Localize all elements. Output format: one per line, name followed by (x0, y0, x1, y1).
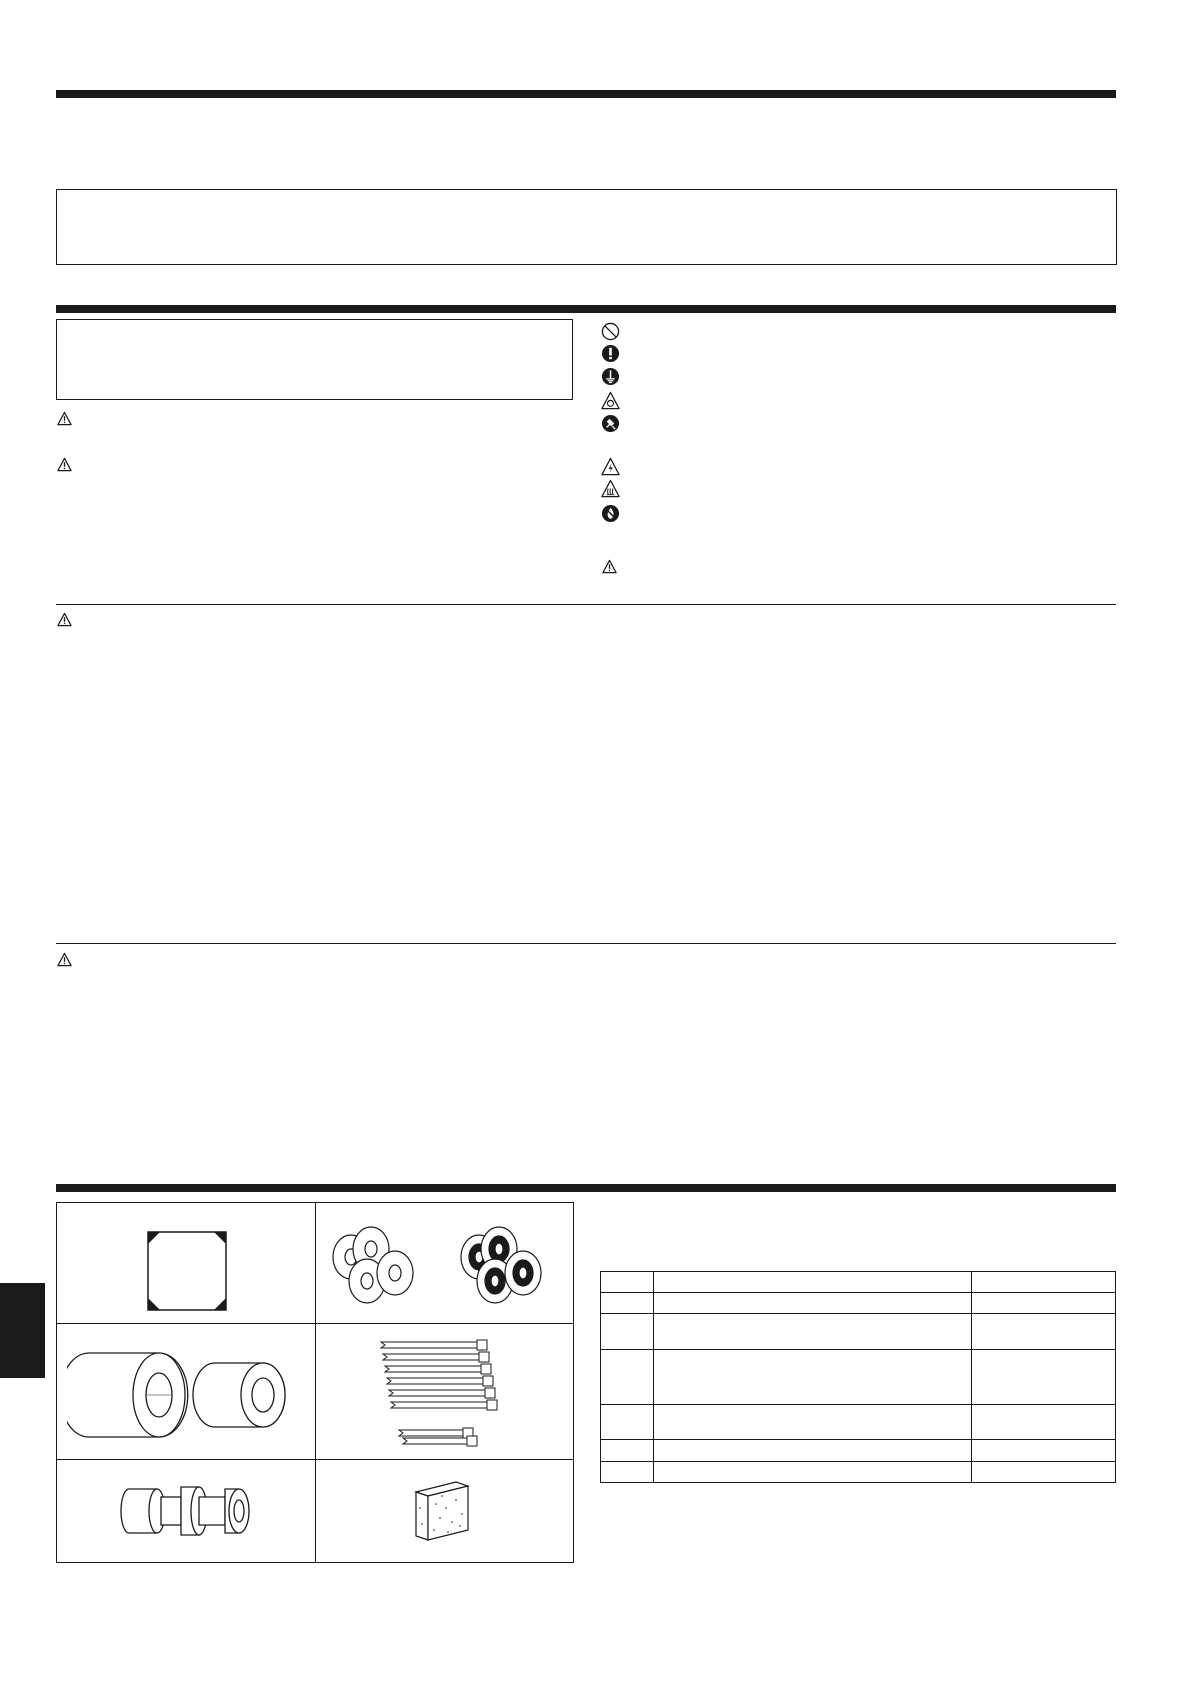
grid-divider (315, 1203, 316, 1562)
table-row (601, 1440, 1116, 1462)
warning-triangle-icon (57, 411, 72, 426)
table-row (601, 1314, 1116, 1350)
language-tab (0, 1283, 45, 1378)
ground-icon (601, 367, 620, 386)
fire-warning-icon (601, 504, 620, 523)
filter-pad-illustration (412, 1478, 472, 1544)
grid-divider (57, 1459, 573, 1460)
table-cell (601, 1440, 654, 1462)
instruction-icon (601, 344, 620, 363)
washers-illustration (329, 1219, 564, 1315)
notice-box (56, 189, 1117, 265)
parts-list-table (600, 1271, 1116, 1483)
insulation-pipes-illustration (67, 1341, 307, 1445)
table-cell (653, 1440, 971, 1462)
table-cell (972, 1462, 1116, 1483)
table-cell (653, 1272, 971, 1293)
pipe-connector-illustration (117, 1475, 257, 1547)
table-row (601, 1293, 1116, 1314)
table-cell (653, 1462, 971, 1483)
table-row (601, 1405, 1116, 1440)
disconnect-plug-icon (601, 414, 620, 433)
table-cell (601, 1314, 654, 1350)
table-cell (972, 1405, 1116, 1440)
table-cell (972, 1440, 1116, 1462)
rotating-fan-warning-icon (601, 391, 620, 410)
warning-triangle-icon (602, 559, 617, 574)
table-cell (601, 1293, 654, 1314)
warning-triangle-icon (57, 952, 72, 967)
warning-triangle-icon (57, 612, 72, 627)
safety-notice-box (56, 319, 573, 400)
grid-divider (57, 1323, 573, 1324)
cable-bands-illustration (377, 1336, 507, 1454)
table-cell (601, 1350, 654, 1405)
table-cell (653, 1314, 971, 1350)
table-cell (972, 1272, 1116, 1293)
divider-caution (56, 943, 1116, 944)
square-template-illustration (147, 1231, 227, 1311)
table-cell (653, 1293, 971, 1314)
table-cell (653, 1405, 971, 1440)
divider-warning (56, 604, 1116, 605)
section-rule-safety (56, 305, 1116, 313)
table-cell (601, 1462, 654, 1483)
prohibited-icon (601, 322, 620, 341)
warning-triangle-icon (57, 457, 72, 472)
section-rule-top (56, 90, 1116, 98)
accessories-grid (56, 1202, 574, 1563)
section-rule-accessories (56, 1184, 1116, 1192)
table-cell (601, 1405, 654, 1440)
table-header-row (601, 1272, 1116, 1293)
hot-surface-warning-icon (601, 479, 620, 498)
table-cell (601, 1272, 654, 1293)
table-row (601, 1462, 1116, 1483)
table-cell (972, 1293, 1116, 1314)
table-row (601, 1350, 1116, 1405)
table-cell (972, 1314, 1116, 1350)
electric-shock-warning-icon (601, 457, 620, 476)
table-cell (972, 1350, 1116, 1405)
table-cell (653, 1350, 971, 1405)
